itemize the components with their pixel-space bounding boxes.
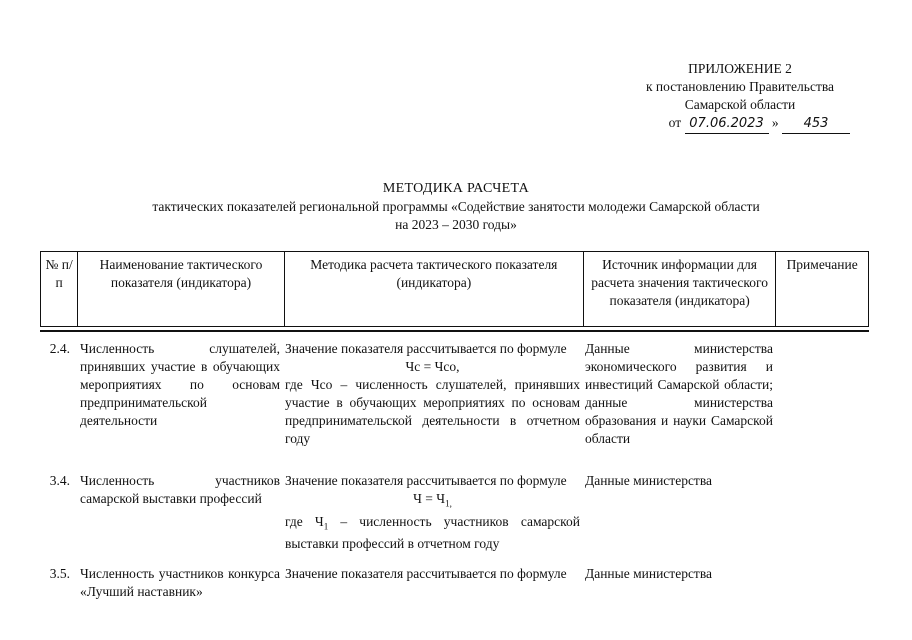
row-num: 3.5. bbox=[49, 566, 70, 581]
method-intro: Значение показателя рассчитывается по формуле bbox=[285, 566, 567, 581]
row-name: Численность участников самарской выставки профессий bbox=[80, 473, 280, 506]
row-name: Численность слушателей, принявших участие в обучающих мероприятиях по основам предпринимательской деятельности bbox=[80, 341, 280, 428]
row-num: 2.4. bbox=[49, 341, 70, 356]
appendix-date-line bbox=[620, 114, 860, 134]
row-source: Данные министерства bbox=[585, 566, 713, 581]
table-header bbox=[40, 251, 869, 327]
title-line2: тактических показателей региональной программы «Содействие занятости молодежи Самарской области bbox=[152, 199, 760, 214]
document-title bbox=[0, 180, 912, 234]
formula: Чс = Чсо, bbox=[405, 359, 460, 374]
row-method bbox=[285, 565, 580, 583]
method-desc: где Чсо – численность слушателей, принявших участие в обучающих мероприятиях по основам предпринимательской деятельности в отчетном году bbox=[285, 377, 580, 446]
row-source: Данные министерства bbox=[585, 473, 713, 488]
number-value: 453 bbox=[782, 115, 850, 134]
header-note: Примечание bbox=[776, 252, 869, 327]
method-intro: Значение показателя рассчитывается по формуле bbox=[285, 473, 567, 488]
number-separator: » bbox=[771, 115, 779, 130]
method-desc: где $Ч_1$ – численность участников самарской выставки профессий в отчетном году bbox=[285, 513, 581, 552]
formula: $Ч = Ч_{1,}$ bbox=[413, 491, 452, 509]
appendix-line3: Самарской области bbox=[684, 97, 796, 112]
header-bottom-rule bbox=[40, 330, 869, 332]
date-prefix: от bbox=[668, 115, 682, 130]
date-value: 07.06.2023 bbox=[685, 115, 769, 134]
header-method: Методика расчета тактического показателя (индикатора) bbox=[284, 252, 583, 327]
appendix-stamp bbox=[620, 60, 860, 134]
title-line3: на 2023 – 2030 годы» bbox=[395, 217, 517, 232]
header-name: Наименование тактического показателя (индикатора) bbox=[78, 252, 284, 327]
appendix-title: ПРИЛОЖЕНИЕ 2 bbox=[688, 61, 792, 76]
title-line1: МЕТОДИКА РАСЧЕТА bbox=[382, 181, 530, 196]
header-source: Источник информации для расчета значения тактического показателя (индикатора) bbox=[583, 252, 775, 327]
header-num: № п/п bbox=[41, 252, 78, 327]
row-source: Данные министерства экономического развития и инвестиций Самарской области; данные министерства образования и науки Самарской области bbox=[585, 341, 773, 446]
row-num: 3.4. bbox=[49, 473, 70, 488]
row-method bbox=[285, 472, 580, 553]
appendix-line2: к постановлению Правительства bbox=[645, 79, 835, 94]
row-name: Численность участников конкурса «Лучший наставник» bbox=[80, 566, 280, 599]
method-intro: Значение показателя рассчитывается по формуле bbox=[285, 341, 567, 356]
row-method bbox=[285, 340, 580, 448]
